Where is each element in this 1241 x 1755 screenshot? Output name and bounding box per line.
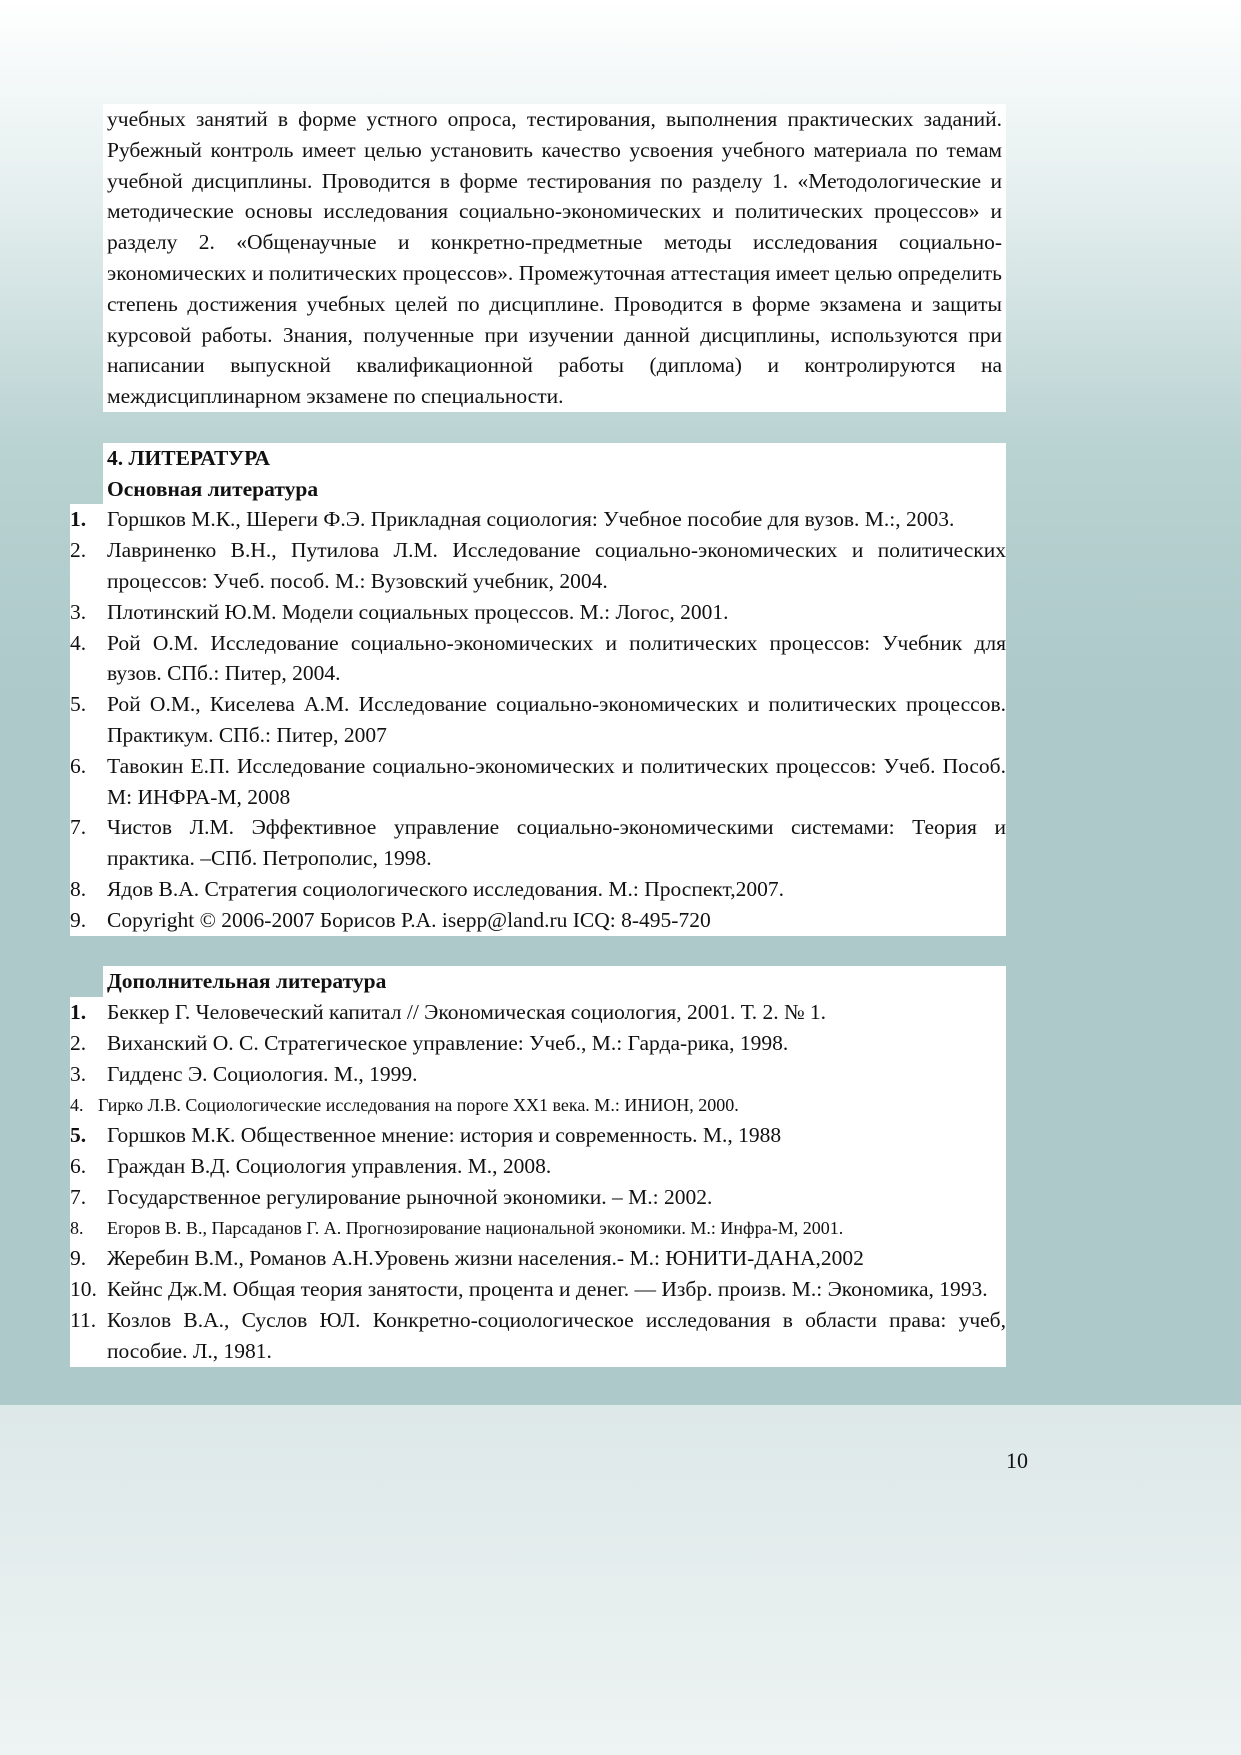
- item-text: Козлов В.А., Суслов ЮЛ. Конкретно-социологическое исследования в области права: учеб, пособие. Л., 1981.: [107, 1308, 1006, 1363]
- main-literature-list: [70, 504, 1006, 935]
- item-number: 2.: [70, 1030, 87, 1055]
- list-item: [70, 504, 1006, 535]
- list-item: [70, 1028, 1006, 1059]
- list-item: [70, 905, 1006, 936]
- item-text: Рой О.М. Исследование социально-экономических и политических процессов: Учебник для вузов. СПб.: Питер, 2004.: [107, 630, 1006, 686]
- item-number: 7.: [70, 1184, 87, 1209]
- item-number: 8.: [70, 876, 87, 901]
- list-item: [70, 628, 1006, 690]
- item-text: Гирко Л.В. Социологические исследования на пороге XX1 века. М.: ИНИОН, 2000.: [98, 1094, 739, 1115]
- item-text: Лавриненко В.Н., Путилова Л.М. Исследование социально-экономических и политических процессов: Учеб. пособ. М.: Вузовский учебник, 2004.: [107, 538, 1006, 593]
- list-item: [70, 1243, 1006, 1274]
- spacer: [103, 412, 1006, 443]
- item-text: Граждан В.Д. Социология управления. М., 2008.: [107, 1154, 552, 1179]
- item-text: Горшков М.К. Общественное мнение: история и современность. М., 1988: [107, 1123, 782, 1148]
- body-paragraph: учебных занятий в форме устного опроса, тестирования, выполнения практических заданий. Рубежный контроль имеет целью установить качество усвоения учебного материала по темам учебной дисциплины. Проводится в форме тестирования по разделу 1. «Методологические и методические основы исследования социально-экономических и политических процессов» и разделу 2. «Общенаучные и конкретно-предметные методы исследования социально-экономических и политических процессов». Промежуточная аттестация имеет целью определить степень достижения учебных целей по дисциплине. Проводится в форме экзамена и защиты курсовой работы. Знания, полученные при изучении данной дисциплины, используются при написании выпускной квалификационной работы (диплома) и контролируются на междисциплинарном экзамене по специальности.: [103, 104, 1006, 412]
- list-item: [70, 1213, 1006, 1244]
- item-text: Плотинский Ю.М. Модели социальных процессов. М.: Логос, 2001.: [107, 599, 729, 624]
- list-item: [70, 1305, 1006, 1367]
- item-text: Рой О.М., Киселева А.М. Исследование социально-экономических и политических процессов. Практикум. СПб.: Питер, 2007: [107, 692, 1006, 747]
- main-literature-title: Основная литература: [103, 474, 1006, 505]
- list-item: [70, 751, 1006, 813]
- item-text: Тавокин Е.П. Исследование социально-экономических и политических процессов: Учеб. Пособ. М: ИНФРА-М, 2008: [107, 753, 1006, 809]
- item-number: 7.: [70, 815, 87, 840]
- document-body: [70, 104, 1006, 1367]
- item-text: Гидденс Э. Социология. М., 1999.: [107, 1061, 418, 1086]
- item-number: 9.: [70, 1246, 87, 1271]
- list-item: [70, 874, 1006, 905]
- item-number: 1.: [70, 507, 87, 532]
- page-number: 10: [1006, 1448, 1028, 1473]
- list-item: [70, 535, 1006, 597]
- item-number: 4.: [70, 1094, 84, 1115]
- list-item: [70, 689, 1006, 751]
- item-number: 10.: [70, 1277, 97, 1302]
- list-item: [70, 997, 1006, 1028]
- item-number: 5.: [70, 1123, 87, 1148]
- item-text: Беккер Г. Человеческий капитал // Экономическая социология, 2001. Т. 2. № 1.: [107, 1000, 826, 1025]
- list-item: [70, 812, 1006, 874]
- list-item: [70, 1151, 1006, 1182]
- spacer: [103, 936, 1006, 967]
- item-text: Ядов В.А. Стратегия социологического исследования. М.: Проспект,2007.: [107, 876, 785, 901]
- item-number: 8.: [70, 1217, 84, 1238]
- item-number: 3.: [70, 1061, 87, 1086]
- item-text: Виханский О. С. Стратегическое управление: Учеб., М.: Гарда-рика, 1998.: [107, 1030, 789, 1055]
- item-text: Государственное регулирование рыночной экономики. – М.: 2002.: [107, 1184, 713, 1209]
- additional-literature-title: Дополнительная литература: [103, 966, 1006, 997]
- item-number: 4.: [70, 630, 87, 655]
- item-number: 3.: [70, 599, 87, 624]
- item-number: 1.: [70, 1000, 87, 1025]
- item-number: 6.: [70, 753, 87, 778]
- list-item: [70, 1274, 1006, 1305]
- item-text: Жеребин В.М., Романов А.Н.Уровень жизни населения.- М.: ЮНИТИ-ДАНА,2002: [107, 1246, 864, 1271]
- item-number: 2.: [70, 538, 87, 563]
- section-title: 4. ЛИТЕРАТУРА: [103, 443, 1006, 474]
- item-text: Кейнс Дж.М. Общая теория занятости, процента и денег. — Избр. произв. М.: Экономика, 1993.: [107, 1277, 988, 1302]
- list-item: [70, 1059, 1006, 1090]
- list-item: [70, 1120, 1006, 1151]
- list-item: [70, 1090, 1006, 1121]
- list-item: [70, 1182, 1006, 1213]
- item-text: Горшков М.К., Шереги Ф.Э. Прикладная социология: Учебное пособие для вузов. М.:, 2003.: [107, 507, 955, 532]
- item-number: 11.: [70, 1308, 97, 1333]
- item-text: Copyright © 2006-2007 Борисов Р.А. isepp@land.ru ICQ: 8-495-720: [107, 907, 711, 932]
- item-number: 6.: [70, 1154, 87, 1179]
- item-number: 5.: [70, 692, 87, 717]
- item-text: Егоров В. В., Парсаданов Г. А. Прогнозирование национальной экономики. М.: Инфра-М, 2001.: [107, 1217, 844, 1238]
- additional-literature-list: [70, 997, 1006, 1367]
- list-item: [70, 597, 1006, 628]
- item-text: Чистов Л.М. Эффективное управление социально-экономическими системами: Теория и практика. –СПб. Петрополис, 1998.: [107, 815, 1006, 871]
- item-number: 9.: [70, 907, 87, 932]
